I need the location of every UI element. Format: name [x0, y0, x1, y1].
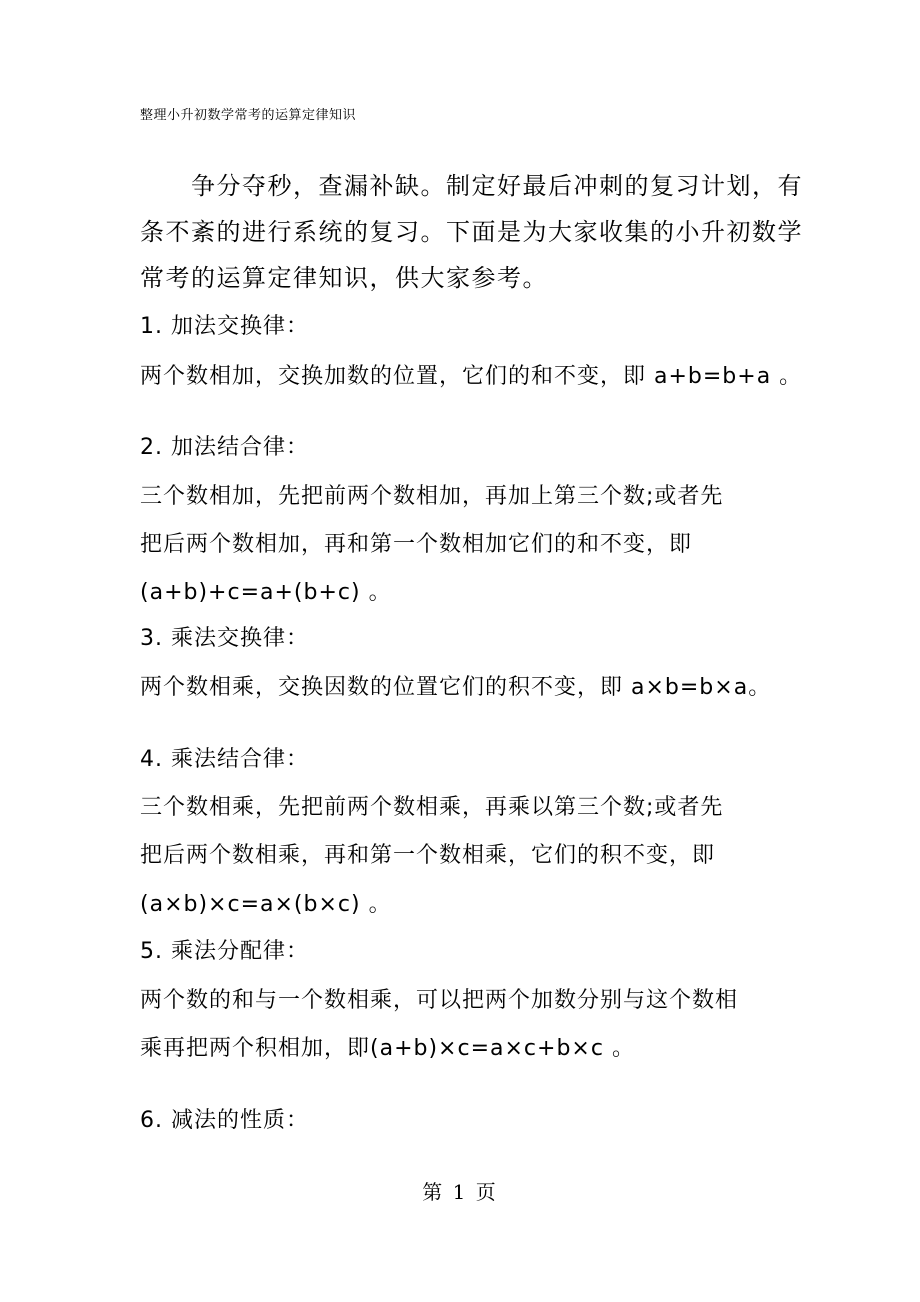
page-number-footer: 第 1 页	[422, 1180, 498, 1204]
section-4-body-line-1: 三个数相乘，先把前两个数相乘，再乘以第三个数;或者先	[140, 795, 724, 820]
section-1-heading: 1. 加法交换律：	[140, 314, 309, 339]
section-3-body-line-1: 两个数相乘，交换因数的位置它们的积不变，即 a×b=b×a。	[140, 675, 772, 700]
section-2-body-line-1: 三个数相加，先把前两个数相加，再加上第三个数;或者先	[140, 484, 724, 509]
section-4-body-line-2: 把后两个数相乘，再和第一个数相乘，它们的积不变，即	[140, 843, 716, 868]
section-4-heading: 4. 乘法结合律：	[140, 747, 309, 772]
section-6-heading: 6. 减法的性质：	[140, 1108, 309, 1133]
section-5-heading: 5. 乘法分配律：	[140, 939, 309, 964]
section-5-body-line-2: 乘再把两个积相加，即(a+b)×c=a×c+b×c 。	[140, 1036, 635, 1061]
section-2-heading: 2. 加法结合律：	[140, 435, 309, 460]
intro-line-3: 常考的运算定律知识，供大家参考。	[140, 264, 548, 292]
section-5-body-line-1: 两个数的和与一个数相乘，可以把两个加数分别与这个数相	[140, 988, 739, 1013]
section-2-body-line-2: 把后两个数相加，再和第一个数相加它们的和不变，即	[140, 532, 693, 557]
section-4-body-line-3: (a×b)×c=a×(b×c) 。	[140, 892, 392, 917]
section-2-body-line-3: (a+b)+c=a+(b+c) 。	[140, 580, 392, 605]
intro-line-2: 条不紊的进行系统的复习。下面是为大家收集的小升初数学	[140, 218, 803, 246]
intro-line-1: 争分夺秒，查漏补缺。制定好最后冲刺的复习计划，有	[140, 172, 803, 200]
section-1-body-line-1: 两个数相加，交换加数的位置，它们的和不变，即 a+b=b+a 。	[140, 364, 803, 389]
document-header-title: 整理小升初数学常考的运算定律知识	[140, 108, 357, 123]
section-3-heading: 3. 乘法交换律：	[140, 626, 309, 651]
